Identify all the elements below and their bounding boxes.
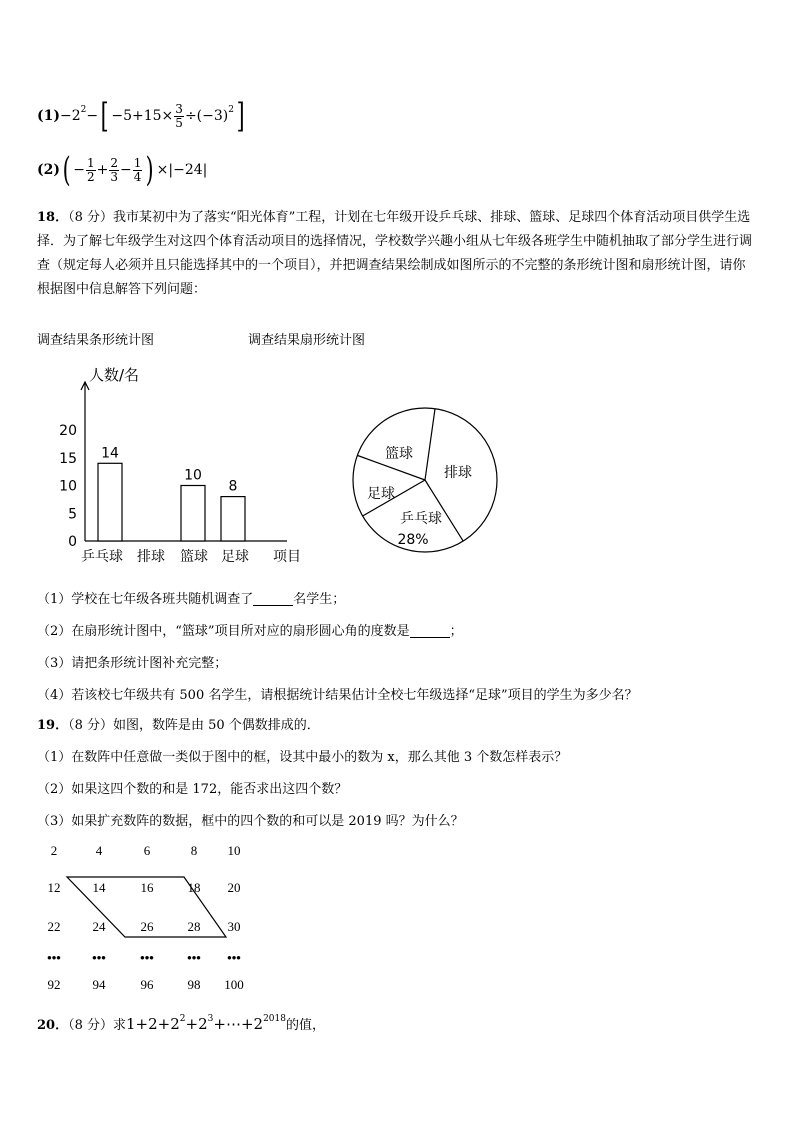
x-tick-label: 排球	[137, 549, 165, 565]
minus-sign: −	[86, 108, 99, 124]
array-number: 2	[50, 843, 58, 858]
question-number: 19．	[37, 718, 69, 733]
term-b: −5+15×	[111, 108, 174, 124]
question-body: 如图，数阵是由 50 个偶数排成的．	[113, 718, 320, 733]
array-number: 22	[47, 919, 61, 934]
tail-expr: ×|−24|	[156, 162, 208, 178]
pie-slice-label: 排球	[444, 465, 472, 481]
sub1-text-a: （1）学校在七年级各班共随机调查了	[37, 592, 254, 607]
numerator: 1	[87, 155, 95, 170]
array-number: 4	[95, 843, 103, 858]
part-label: (1)	[37, 108, 60, 124]
array-number: 94	[92, 977, 106, 992]
term-d: (−3)	[196, 108, 229, 124]
array-number: 10	[227, 843, 241, 858]
y-tick-label: 10	[59, 478, 77, 495]
question-number: 18．	[37, 210, 69, 225]
expr-part: +2	[185, 1015, 208, 1033]
sub2-text-a: （2）在扇形统计图中，“篮球”项目所对应的扇形圆心角的度数是	[37, 624, 410, 639]
sub2-text-b: ；	[449, 624, 463, 639]
question-score: （8 分）	[68, 718, 113, 733]
question-number: 20．	[37, 1018, 69, 1033]
array-number: 8	[190, 843, 198, 858]
bar-value-label: 14	[101, 445, 119, 462]
question-score: （8 分）	[68, 1018, 113, 1033]
neg-sign: −	[73, 162, 85, 178]
q20-text	[37, 1008, 325, 1037]
array-number: 30	[227, 919, 241, 934]
array-number: 26	[140, 919, 154, 934]
question-score: （8 分）	[68, 210, 113, 225]
x-tick-label: 足球	[221, 549, 249, 565]
exponent: 2	[228, 105, 234, 115]
expr-part: +⋯+2	[213, 1015, 264, 1033]
denominator: 3	[110, 169, 119, 184]
bar-caption: 调查结果条形统计图	[37, 333, 155, 348]
q19-sub1: （1）在数阵中任意做一类似于图中的框，设其中最小的数为 x，那么其他 3 个数怎样表示？	[37, 750, 568, 765]
array-number: 12	[47, 880, 61, 895]
array-number: 92	[47, 977, 61, 992]
divide-sign: ÷	[184, 108, 197, 124]
exponent: 2	[179, 1014, 186, 1024]
sum-expression	[126, 1015, 286, 1033]
array-number: 28	[187, 919, 201, 934]
denominator: 4	[133, 169, 142, 184]
x-axis-label: 项目	[273, 549, 301, 565]
x-tick-label: 篮球	[180, 549, 208, 565]
part-label: (2)	[37, 162, 60, 178]
pie-slice-label: 乒乓球	[400, 511, 442, 527]
array-number: 24	[92, 919, 106, 934]
numerator: 2	[110, 155, 119, 170]
ellipsis: •••	[227, 950, 241, 965]
y-tick-label: 15	[59, 450, 77, 467]
array-number: 6	[143, 843, 151, 858]
array-number: 18	[187, 880, 201, 895]
y-tick-label: 5	[68, 506, 77, 523]
right-bracket: ]	[236, 96, 245, 136]
q19-sub2: （2）如果这四个数的和是 172，能否求出这四个数？	[37, 782, 348, 797]
minus-sign: −	[120, 162, 132, 178]
denominator: 5	[175, 115, 183, 130]
exponent: 3	[207, 1014, 214, 1024]
q18-sub4: （4）若该校七年级共有 500 名学生，请根据统计结果估计全校七年级选择“足球”项目的学生为多少名？	[37, 688, 638, 703]
y-tick-label: 0	[68, 534, 77, 550]
right-paren: )	[146, 150, 155, 190]
ellipsis: •••	[187, 950, 201, 965]
x-tick-label: 乒乓球	[81, 549, 123, 565]
q20-prefix: 求	[113, 1018, 127, 1033]
array-number: 14	[92, 880, 106, 895]
q19-sub3: （3）如果扩充数阵的数据，框中的四个数的和可以是 2019 吗？为什么？	[37, 814, 464, 829]
array-number: 20	[227, 880, 241, 895]
plus-sign: +	[96, 162, 109, 178]
bar-value-label: 8	[228, 478, 238, 495]
expr-part: 1+2+2	[126, 1015, 180, 1033]
numerator: 3	[175, 101, 183, 116]
q20-suffix: 的值，	[285, 1018, 325, 1033]
left-bracket: [	[100, 96, 109, 136]
denominator: 2	[87, 169, 95, 184]
array-number: 16	[140, 880, 154, 895]
bar-value-label: 10	[184, 467, 202, 484]
pie-annotation: 28%	[397, 532, 429, 548]
array-number: 98	[187, 977, 201, 992]
sub1-text-b: 名学生；	[293, 592, 346, 607]
array-number: 100	[224, 977, 244, 992]
ellipsis: •••	[47, 950, 61, 965]
pie-caption: 调查结果扇形统计图	[248, 333, 366, 348]
q18-sub3: （3）请把条形统计图补充完整；	[37, 656, 228, 671]
ellipsis: •••	[140, 950, 154, 965]
term-a: −2	[60, 108, 81, 124]
y-axis-label: 人数/名	[89, 366, 140, 384]
pie-slice-label: 足球	[367, 486, 395, 502]
left-paren: (	[62, 150, 71, 190]
ellipsis: •••	[92, 950, 106, 965]
array-number: 96	[140, 977, 154, 992]
pie-slice-label: 篮球	[385, 446, 413, 462]
exponent: 2	[80, 105, 87, 115]
question-body: 我市某初中为了落实“阳光体育”工程，计划在七年级开设乒乓球、排球、篮球、足球四个体育活动项目供学生选择．为了解七年级学生对这四个体育活动项目的选择情况，学校数学兴趣小组从七年级各班学生中随机抽取了部分学生进行调查（规定每人必须并且只能选择其中的一个项目），并把调查结果绘制成如图所示的不完整的条形统计图和扇形统计图，请你根据图中信息解答下列问题：	[37, 210, 753, 297]
numerator: 1	[133, 155, 142, 170]
exponent: 2018	[263, 1014, 286, 1024]
y-tick-label: 20	[59, 423, 77, 439]
